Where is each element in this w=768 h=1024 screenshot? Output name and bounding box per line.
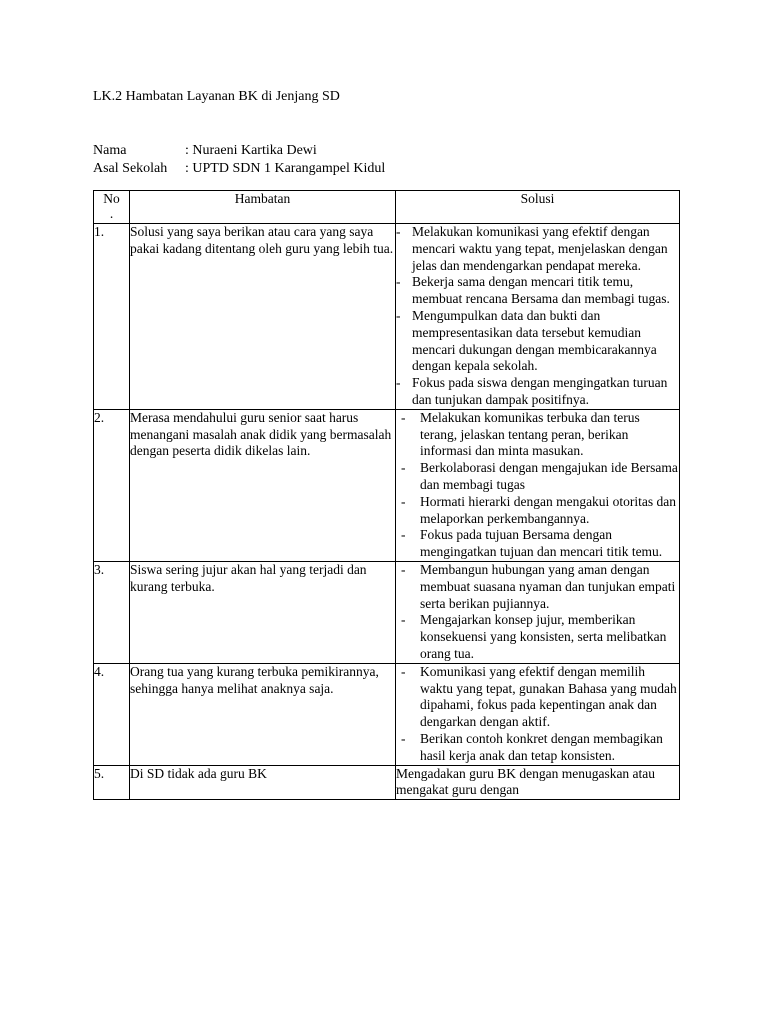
table-header-row bbox=[94, 191, 680, 224]
row-number: 5. bbox=[94, 765, 130, 800]
solusi-cell bbox=[396, 561, 680, 663]
hambatan-cell: Merasa mendahului guru senior saat harus menangani masalah anak didik yang bermasalah dengan peserta didik dikelas lain. bbox=[130, 409, 396, 561]
hambatan-table bbox=[93, 190, 680, 800]
row-number: 3. bbox=[94, 561, 130, 663]
row-number: 4. bbox=[94, 663, 130, 765]
solusi-list bbox=[396, 562, 679, 663]
solusi-item: - Berkolaborasi dengan mengajukan ide Bersama dan membagi tugas bbox=[401, 460, 678, 492]
solusi-list bbox=[396, 224, 679, 409]
table-row bbox=[94, 409, 680, 561]
hambatan-cell: Solusi yang saya berikan atau cara yang saya pakai kadang ditentang oleh guru yang lebih tua. bbox=[130, 224, 396, 410]
table-row bbox=[94, 663, 680, 765]
solusi-item: - Berikan contoh konkret dengan membagikan hasil kerja anak dan tetap konsisten. bbox=[401, 730, 663, 763]
solusi-item: - Membangun hubungan yang aman dengan membuat suasana nyaman dan tunjukan empati serta berikan pujiannya. bbox=[401, 561, 676, 611]
solusi-cell bbox=[396, 409, 680, 561]
row-number: 1. bbox=[94, 224, 130, 410]
solusi-item: - Fokus pada tujuan Bersama dengan mengingatkan tujuan dan mencari titik temu. bbox=[401, 527, 663, 560]
header-no: No . bbox=[94, 191, 130, 224]
header-solusi: Solusi bbox=[396, 191, 680, 224]
solusi-cell bbox=[396, 663, 680, 765]
solusi-cell bbox=[396, 224, 680, 410]
nama-row bbox=[93, 143, 317, 160]
solusi-item: - Melakukan komunikas terbuka dan terus terang, jelaskan tentang peran, berikan informasi dan minta masukan. bbox=[401, 409, 640, 459]
solusi-list bbox=[396, 410, 679, 561]
solusi-item: - Mengajarkan konsep jujur, memberikan konsekuensi yang konsisten, serta melibatkan orang tua. bbox=[401, 612, 667, 661]
nama-value: : Nuraeni Kartika Dewi bbox=[185, 143, 317, 158]
solusi-list bbox=[396, 664, 679, 765]
asal-sekolah-row bbox=[93, 161, 385, 178]
hambatan-cell: Siswa sering jujur akan hal yang terjadi dan kurang terbuka. bbox=[130, 561, 396, 663]
document-title: LK.2 Hambatan Layanan BK di Jenjang SD bbox=[93, 89, 340, 104]
solusi-item: - Bekerja sama dengan mencari titik temu, membuat rencana Bersama dan membagi tugas. bbox=[396, 274, 670, 307]
solusi-item: - Komunikasi yang efektif dengan memilih waktu yang tepat, gunakan Bahasa yang mudah dipahami, fokus pada kepentingan anak dan dengarkan dengan aktif. bbox=[401, 663, 677, 730]
table-row bbox=[94, 561, 680, 663]
asal-sekolah-value: : UPTD SDN 1 Karangampel Kidul bbox=[185, 161, 386, 176]
nama-label: Nama bbox=[93, 143, 127, 158]
hambatan-cell: Orang tua yang kurang terbuka pemikirannya, sehingga hanya melihat anaknya saja. bbox=[130, 663, 396, 765]
hambatan-cell: Di SD tidak ada guru BK bbox=[130, 765, 396, 800]
solusi-item: - Hormati hierarki dengan mengakui otoritas dan melaporkan perkembangannya. bbox=[401, 493, 677, 526]
solusi-cell: Mengadakan guru BK dengan menugaskan atau mengakat guru dengan bbox=[396, 765, 680, 800]
header-hambatan: Hambatan bbox=[130, 191, 396, 224]
solusi-item: - Mengumpulkan data dan bukti dan mempresentasikan data tersebut kemudian mencari dukungan dengan membicarakannya dengan kepala sekolah. bbox=[396, 307, 657, 374]
table-row bbox=[94, 224, 680, 410]
table-row bbox=[94, 765, 680, 800]
row-number: 2. bbox=[94, 409, 130, 561]
solusi-item: - Fokus pada siswa dengan mengingatkan turuan dan tunjukan dampak positifnya. bbox=[396, 375, 668, 407]
solusi-item: - Melakukan komunikasi yang efektif dengan mencari waktu yang tepat, menjelaskan dengan jelas dan mendengarkan pendapat mereka. bbox=[396, 224, 668, 273]
asal-sekolah-label: Asal Sekolah bbox=[93, 161, 168, 176]
